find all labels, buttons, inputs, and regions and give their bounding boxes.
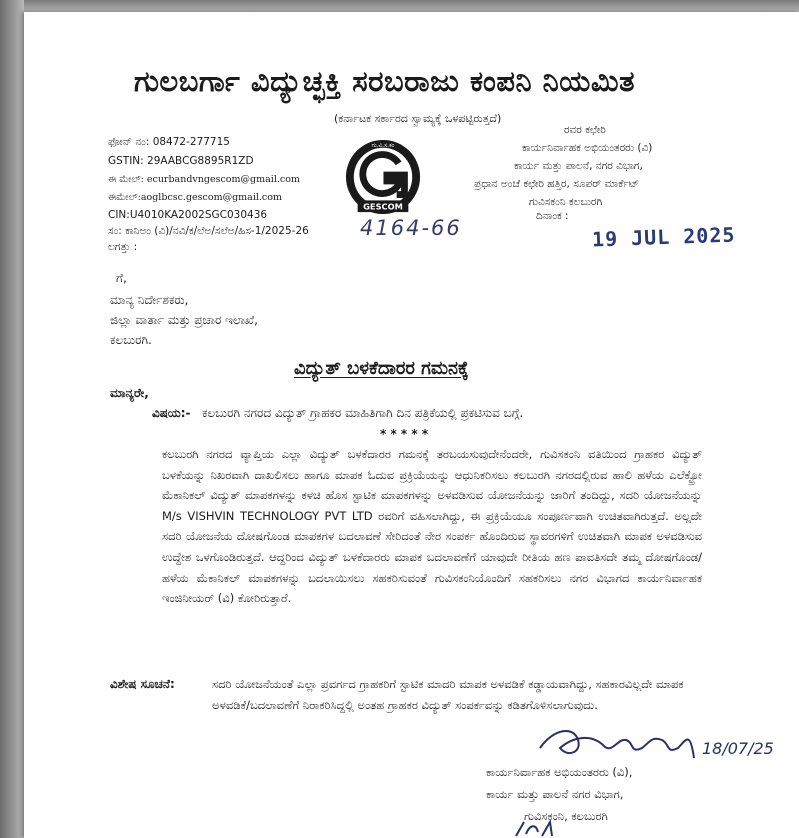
email-secondary: ಈಮೇಲ್:aoglbcsc.gescom@gmail.com bbox=[108, 192, 282, 203]
logo-label: GESCOM bbox=[363, 201, 403, 212]
signatory-line-2: ಕಾರ್ಯ ಮತ್ತು ಪಾಲನೆ ನಗರ ವಿಭಾಗ, bbox=[486, 787, 624, 801]
office-line-2: ಕಾರ್ಯನಿರ್ವಾಹಕ ಅಭಿಯಂತರರು (ವಿ) bbox=[522, 142, 653, 154]
scan-frame-left bbox=[0, 0, 24, 838]
reference-number: ಸಂ: ಕಾನಿಅಂ (ವಿ)/ನವಿ/ಕ/ಲೆಅ/ಸಲೆಅ/ಹಿಸ-1/2025-26 bbox=[108, 225, 309, 237]
date-stamp: 19 JUL 2025 bbox=[591, 222, 736, 252]
recipient-line-1: ಮಾನ್ಯ ನಿರ್ದೇಶಕರು, bbox=[110, 293, 189, 307]
office-line-3: ಕಾರ್ಯ ಮತ್ತು ಪಾಲನೆ, ನಗರ ವಿಭಾಗ, bbox=[514, 160, 643, 172]
company-subtitle: (ಕರ್ನಾಟಕ ಸರ್ಕಾರದ ಸ್ವಾಮ್ಯಕ್ಕೆ ಒಳಪಟ್ಟಿರುತ್ತದೆ) bbox=[334, 112, 502, 125]
initials-mark bbox=[512, 820, 572, 838]
cin-number: CIN:U4010KA2002SGC030436 bbox=[108, 209, 268, 221]
salutation: ಮಾನ್ಯರೇ, bbox=[110, 386, 149, 400]
date-label: ದಿನಾಂಕ : bbox=[536, 210, 569, 222]
notice-body: ಕಲಬುರಗಿ ನಗರದ ವ್ಯಾಪ್ತಿಯ ಎಲ್ಲಾ ವಿದ್ಯುತ್ ಬಳಕೆದಾರರ ಗಮನಕ್ಕೆ ತರಬಯಸುವುದೇನೆಂದರೇ, ಗುವಿಸಕಂನಿ ವತಿಯಿಂದ ಗ್ರಾಹಕರ ವಿದ್ಯುತ್ ಬಳಕೆಯನ್ನು ನಿಖರವಾಗಿ ದಾಖಲಿಸಲು ಹಾಗೂ ಮಾಪಕ ಓದುವ ಪ್ರಕ್ರಿಯೆಯನ್ನು ಆಧುನಿಕರಿಸಲು ಕಲಬುರಗಿ ನಗರದಲ್ಲಿರುವ ಹಾಲಿ ಹಳೆಯ ಎಲೆಕ್ಟ್ರೋ ಮೆಕಾನಿಕಲ್ ವಿದ್ಯುತ್ ಮಾಪಕಗಳನ್ನು ಕಳಚಿ ಹೊಸ ಸ್ಟಾಟಿಕ ಮಾಪಕಗಳನ್ನು ಅಳವಡಿಸುವ ಯೋಜನೆಯನ್ನು ಜಾರಿಗೆ ತಂದಿದ್ದು, ಸದರಿ ಯೋಜನೆಯನ್ನು M/s VISHVIN TECHNOLOGY PVT LTD ರವರಿಗೆ ವಹಿಸಲಾಗಿದ್ದು, ಈ ಪ್ರಕ್ರಿಯೆಯೂ ಸಂಪೂರ್ಣವಾಗಿ ಉಚಿತವಾಗಿರುತ್ತದೆ. ಅಲ್ಲದೇ ಸದರಿ ಯೋಜನೆಯ ದೋಷಗೊಂಡ ಮಾಪಕಗಳ ಬದಲಾವಣೆ ಸೇರಿದಂತೆ ನೇರ ಸಂಪರ್ಕ ಹೊಂದಿರುವ ಸ್ಥಾವರಗಳಿಗೆ ಉಚಿತವಾಗಿ ಮಾಪಕ ಅಳವಡಿಸುವ ಉದ್ದೇಶ ಒಳಗೊಂಡಿರುತ್ತದೆ. ಆದ್ದರಿಂದ ವಿದ್ಯುತ್ ಬಳಕೆದಾರರು ಮಾಪಕ ಬದಲಾವಣೆಗೆ ಯಾವುದೇ ರೀತಿಯ ಹಣ ಪಾವತಿಸದೇ ತಮ್ಮ ದೋಷಗೊಂಡ/ಹಳೆಯ ಮೆಕಾನಿಕಲ್ ಮಾಪಕಗಳನ್ನು ಬದಲಾಯಿಸಲು ಸಹಕರಿಸುವಂತೆ ಗುವಿಸಕಂನಿಯೊಂದಿಗೆ ಸಹಕರಿಸಲು ನಗರ ವಿಭಾಗದ ಕಾರ್ಯನಿರ್ವಾಹಕ ಇಂಜಿನೀಯರ್ (ವಿ) ಕೋರಿರುತ್ತಾರೆ. bbox=[162, 447, 702, 606]
office-line-1: ರವರ ಕಛೇರಿ bbox=[564, 124, 606, 136]
signature-date: 18/07/25 bbox=[702, 739, 774, 758]
gstin: GSTIN: 29AABCG8895R1ZD bbox=[108, 155, 254, 167]
gescom-logo-icon bbox=[344, 138, 422, 216]
signature-mark bbox=[534, 718, 774, 768]
logo-top-label: ಗು.ವಿ.ಸ.ಕಂ bbox=[371, 142, 395, 149]
subject-label: ವಿಷಯ:- bbox=[152, 406, 191, 420]
enclosures-label: ಲಗತ್ತು : bbox=[108, 241, 138, 253]
office-line-5: ಗುವಿಸಕಂನಿ ಕಲಬುರಗಿ bbox=[529, 196, 603, 208]
special-note-text: ಸದರಿ ಯೋಜನೆಯಂತೆ ಎಲ್ಲಾ ಪ್ರವರ್ಗದ ಗ್ರಾಹಕರಿಗೆ ಸ್ಟಾಟಿಕ ಮಾದರಿ ಮಾಪಕ ಅಳವಡಿಕೆ ಕಡ್ಡಾಯವಾಗಿದ್ದು, ಸಹಕಾರವಿಲ್ಲದೇ ಮಾಪಕ ಅಳವಡಿಕೆ/ಬದಲಾವಣೆಗೆ ನಿರಾಕರಿಸಿದ್ದಲ್ಲಿ ಅಂತಹ ಗ್ರಾಹಕರ ವಿದ್ಯುತ್ ಸಂಪರ್ಕವನ್ನು ಕಡಿತಗೊಳಿಸಲಾಗುವುದು. bbox=[212, 677, 684, 712]
separator-stars: * * * * * bbox=[380, 427, 429, 441]
recipient-line-2: ಜಿಲ್ಲಾ ವಾರ್ತಾ ಮತ್ತು ಪ್ರಚಾರ ಇಲಾಖೆ, bbox=[110, 313, 258, 327]
email-primary: ಈ ಮೇಲ್: ecurbandvngescom@gmail.com bbox=[108, 174, 300, 185]
signatory-line-1: ಕಾರ್ಯನಿರ್ವಾಹಕ ಅಭಿಯಂತರರು (ವಿ), bbox=[486, 765, 633, 779]
company-title: ಗುಲಬರ್ಗಾ ವಿದ್ಯುಚ್ಛಕ್ತಿ ಸರಬರಾಜು ಕಂಪನಿ ನಿಯಮಿತ bbox=[134, 64, 635, 98]
notice-heading: ವಿದ್ಯುತ್ ಬಳಕೆದಾರರ ಗಮನಕ್ಕೆ bbox=[294, 358, 469, 379]
handwritten-outward-number: 4164-66 bbox=[360, 216, 462, 240]
phone-number: ಫೋನ್ ನಂ: 08472-277715 bbox=[108, 136, 230, 148]
recipient-line-3: ಕಲಬುರಗಿ. bbox=[110, 333, 152, 347]
recipient-to: ಗೆ, bbox=[116, 271, 127, 285]
office-line-4: ಪ್ರಧಾನ ಅಂಚೆ ಕಛೇರಿ ಹತ್ತಿರ, ಸೂಪರ್ ಮಾರ್ಕೆಟ್ bbox=[474, 178, 640, 190]
special-note-label: ವಿಶೇಷ ಸೂಚನೆ: bbox=[110, 677, 175, 691]
letter-page bbox=[24, 12, 799, 838]
signatory-line-3: ಗುವಿಸಕಂನಿ, ಕಲಬುರಗಿ bbox=[524, 809, 608, 823]
subject-text: ಕಲಬುರಗಿ ನಗರದ ವಿದ್ಯುತ್ ಗ್ರಾಹಕರ ಮಾಹಿತಿಗಾಗಿ ದಿನ ಪತ್ರಿಕೆಯಲ್ಲಿ ಪ್ರಕಟಿಸುವ ಬಗ್ಗೆ. bbox=[202, 406, 524, 420]
